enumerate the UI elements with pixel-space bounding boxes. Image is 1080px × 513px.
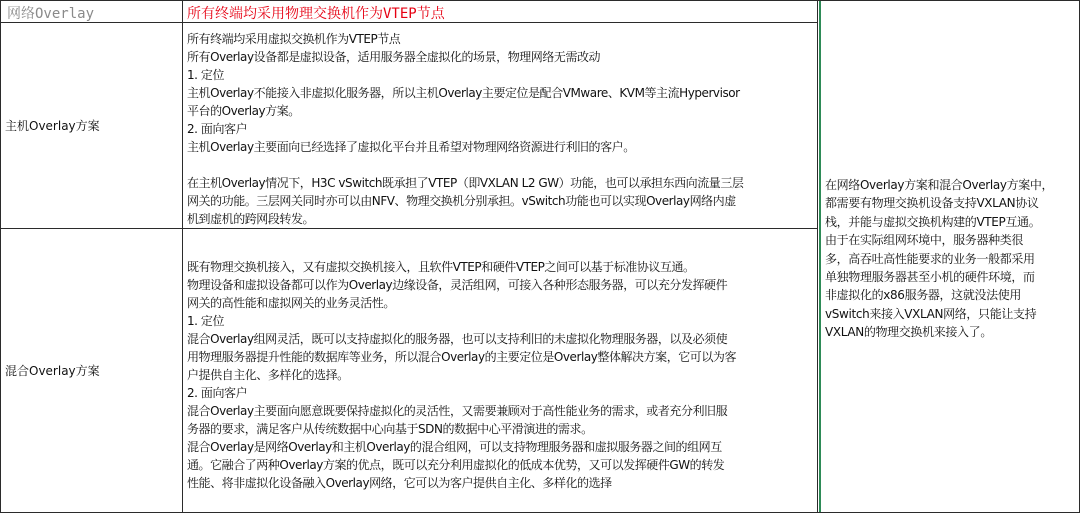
side-note-line-7: 非虚拟化的x86服务器，这就没法使用 bbox=[825, 288, 1022, 303]
side-note-line-9: VXLAN的物理交换机来接入了。 bbox=[825, 325, 992, 340]
hybrid-line-2: 物理设备和虚拟设备都可以作为Overlay边缘设备，灵活组网，可接入各种形态服务器，可以充分发挥硬件 bbox=[187, 278, 728, 292]
row-label-host-overlay: 主机Overlay方案 bbox=[5, 118, 100, 133]
host-line-1: 所有终端均采用虚拟交换机作为VTEP节点 bbox=[187, 32, 401, 46]
header-title-physical-vtep: 所有终端均采用物理交换机作为VTEP节点 bbox=[187, 6, 445, 22]
hybrid-line-8: 2. 面向客户 bbox=[187, 386, 248, 400]
hybrid-line-12: 通。它融合了两种Overlay方案的优点，既可以充分利用虚拟化的低成本优势，又可以发挥硬件GW的转发 bbox=[187, 458, 725, 472]
host-line-7: 主机Overlay主要面向已经选择了虚拟化平台并且希望对物理网络资源进行利旧的客户。 bbox=[187, 140, 635, 154]
hybrid-line-7: 户提供自主化、多样化的选择。 bbox=[187, 368, 349, 382]
hybrid-line-9: 混合Overlay主要面向愿意既要保持虚拟化的灵活性，又需要兼顾对于高性能业务的需求，或者充分利旧服 bbox=[187, 404, 728, 418]
row-label-hybrid-overlay: 混合Overlay方案 bbox=[5, 363, 100, 378]
host-line-3: 1. 定位 bbox=[187, 68, 225, 82]
hybrid-line-13: 性能、将非虚拟化设备融入Overlay网络，它可以为客户提供自主化、多样化的选择 bbox=[187, 476, 612, 490]
header-cell-description bbox=[183, 1, 817, 22]
hybrid-line-6: 用物理服务器提升性能的数据库等业务，所以混合Overlay的主要定位是Overlay整体解决方案，它可以为客 bbox=[187, 350, 737, 364]
host-line-4: 主机Overlay不能接入非虚拟化服务器，所以主机Overlay主要定位是配合VMware、KVM等主流Hypervisor bbox=[187, 86, 740, 100]
row-label-hybrid-overlay-cell bbox=[1, 229, 182, 512]
side-note-line-1: 在网络Overlay方案和混合Overlay方案中， bbox=[825, 178, 1054, 192]
hybrid-line-10: 务器的要求，满足客户从传统数据中心向基于SDN的数据中心平滑演进的需求。 bbox=[187, 422, 593, 436]
table-border-top bbox=[0, 0, 1080, 1]
row-divider bbox=[0, 228, 818, 229]
table-divider-green bbox=[819, 0, 821, 513]
host-line-5: 平台的Overlay方案。 bbox=[187, 104, 300, 118]
host-overlay-description bbox=[183, 23, 817, 228]
header-label-network-overlay: 网络Overlay bbox=[7, 6, 95, 22]
host-line-6: 2. 面向客户 bbox=[187, 122, 248, 136]
side-note-line-4: 由于在实际组网环境中，服务器种类很 bbox=[825, 233, 1024, 248]
hybrid-line-3: 网关的高性能和虚拟网关的业务灵活性。 bbox=[187, 296, 395, 310]
side-note-line-8: vSwitch来接入VXLAN网络，只能让支持 bbox=[825, 306, 1037, 321]
host-line-10: 网关的功能。三层网关同时亦可以由NFV、物理交换机分别承担。vSwitch功能也可以实现Overlay网络内虚 bbox=[187, 194, 736, 208]
hybrid-line-11: 混合Overlay是网络Overlay和主机Overlay的混合组网，可以支持物理服务器和虚拟服务器之间的组网互 bbox=[187, 440, 722, 454]
side-note-line-6: 单独物理服务器甚至小机的硬件环境，而 bbox=[825, 270, 1035, 285]
header-cell-network-overlay bbox=[1, 1, 182, 22]
side-note-line-2: 都需要有物理交换机设备支持VXLAN协议 bbox=[825, 196, 1039, 211]
side-note-line-3: 栈，并能与虚拟交换机构建的VTEP互通。 bbox=[825, 214, 1041, 229]
table-divider-2 bbox=[817, 0, 818, 513]
side-note-line-5: 多，高吞吐高性能要求的业务一般都采用 bbox=[825, 251, 1035, 266]
host-line-9: 在主机Overlay情况下，H3C vSwitch既承担了VTEP（即VXLAN L2 GW）功能，也可以承担东西向流量三层 bbox=[187, 176, 744, 190]
hybrid-line-5: 混合Overlay组网灵活，既可以支持虚拟化的服务器，也可以支持利旧的未虚拟化物理服务器，以及必须使 bbox=[187, 332, 728, 346]
host-line-11: 机到虚机的跨网段转发。 bbox=[187, 212, 315, 226]
header-divider bbox=[0, 22, 818, 23]
hybrid-line-1: 既有物理交换机接入，又有虚拟交换机接入，且软件VTEP和硬件VTEP之间可以基于标准协议互通。 bbox=[187, 260, 695, 274]
table-border-left bbox=[0, 0, 1, 513]
row-label-host-overlay-cell bbox=[1, 23, 182, 228]
host-line-2: 所有Overlay设备都是虚拟设备，适用服务器全虚拟化的场景，物理网络无需改动 bbox=[187, 50, 601, 64]
host-blank-line bbox=[187, 156, 813, 174]
table-divider-1 bbox=[182, 0, 183, 513]
side-note-cell bbox=[821, 1, 1079, 512]
hybrid-line-4: 1. 定位 bbox=[187, 314, 225, 328]
hybrid-overlay-description bbox=[183, 229, 817, 512]
